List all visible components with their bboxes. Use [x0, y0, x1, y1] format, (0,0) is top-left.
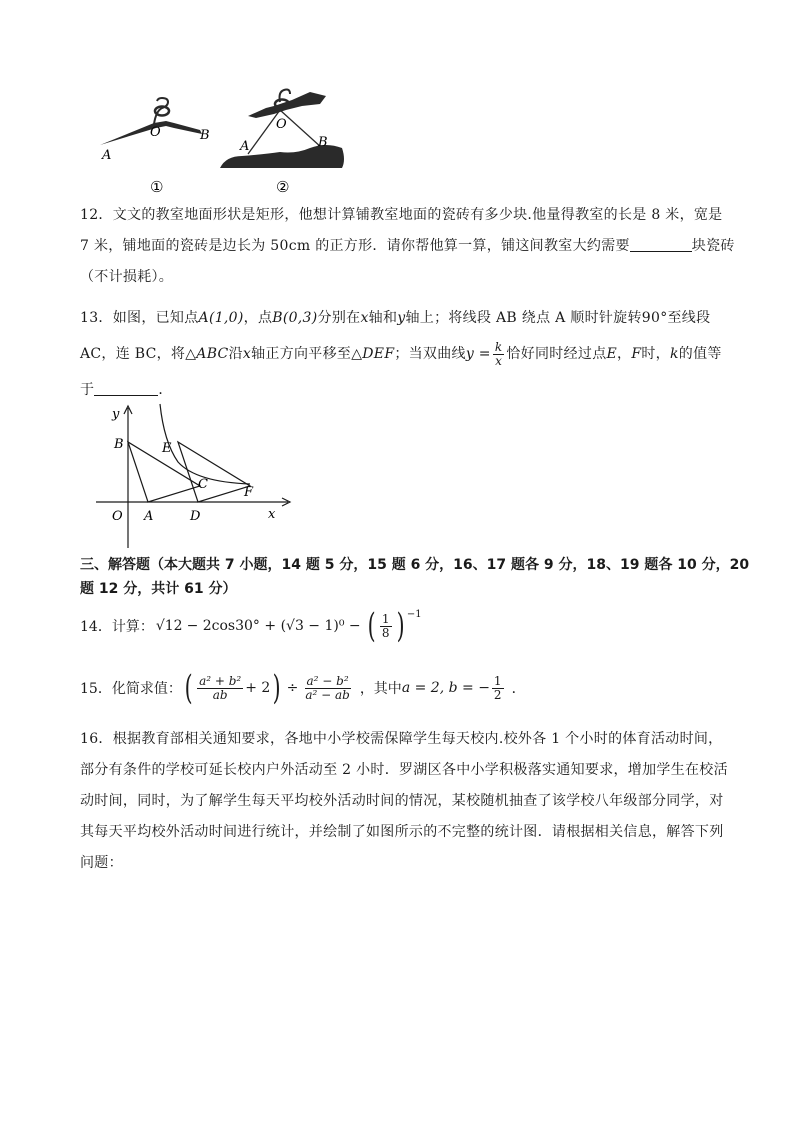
- q14-frac-den: 8: [381, 625, 390, 640]
- q13-text: 轴上；将线段 AB 绕点 A 顺时针旋转: [405, 310, 642, 326]
- q15-condition-math: a = 2, b = −: [401, 680, 490, 696]
- q12-line-1: [80, 200, 740, 231]
- q14-right-paren: ): [396, 606, 405, 646]
- q16-line-2: 部分有条件的学校可延长校内户外活动至 2 小时．罗湖区各中小学积极落实通知要求，增加学生在校活: [80, 762, 728, 778]
- q15-fraction-1: [197, 675, 243, 702]
- q13-text: 如图，已知点: [112, 310, 199, 326]
- fig-label-o: O: [112, 509, 123, 524]
- q13-frac-den: x: [495, 353, 503, 368]
- q13-x: x: [242, 346, 252, 362]
- q13-k: k: [669, 346, 679, 362]
- q13-point-a: A(1,0): [198, 310, 244, 326]
- fig-label-a: A: [144, 509, 154, 524]
- hyperbola-curve: [160, 404, 250, 484]
- q13-text: ，: [617, 346, 632, 362]
- q13-text: ；当双曲线: [394, 346, 466, 362]
- q12-text-2a: 7 米，铺地面的瓷砖是边长为 50cm 的正方形．请你帮他算一算，铺这间教室大约需要: [80, 238, 630, 254]
- q15-right-paren: ): [272, 668, 281, 708]
- q12-text-1: 文文的教室地面形状是矩形，他想计算铺教室地面的瓷砖有多少块.他量得教室的长是 8 米，宽是: [112, 207, 723, 223]
- q14-frac-num: 1: [381, 611, 390, 626]
- question-15: [80, 664, 526, 712]
- question-12: [80, 200, 740, 293]
- q13-text: 至线段: [667, 310, 711, 326]
- q15-number: 15．: [80, 681, 112, 697]
- triangle-def: [178, 442, 250, 502]
- q15-half-num: 1: [493, 673, 502, 688]
- q13-triangle-abc: △ABC: [185, 346, 229, 362]
- q13-x: x: [360, 310, 369, 326]
- fig-label-b: B: [114, 437, 124, 452]
- q16-line-4: 其每天平均校外活动时间进行统计，并绘制了如图所示的不完整的统计图．请根据相关信息，解答下列: [80, 824, 724, 840]
- fig-label-f: F: [244, 485, 254, 500]
- q13-text: 轴正方向平移至: [251, 346, 352, 362]
- fig1-label-B: B: [200, 128, 210, 143]
- fig2-label-O: O: [276, 117, 287, 132]
- q16-line-3: 动时间，同时，为了解学生每天平均校外活动时间的情况，某校随机抽查了该学校八年级部分同学，对: [80, 793, 724, 809]
- question-14: [80, 606, 422, 646]
- q13-text: 轴和: [368, 310, 398, 326]
- section-3-heading: 三、解答题（本大题共 7 小题，14 题 5 分，15 题 6 分，16、17 题各 9 分，18、19 题各 10 分，20 题 12 分，共计 61 分）: [80, 557, 750, 597]
- coordinate-figure: [92, 402, 292, 550]
- q15-end: ．: [511, 681, 526, 697]
- q13-text: 时，: [641, 346, 670, 362]
- q15-frac2-num: a² − b²: [306, 673, 349, 688]
- q13-triangle-def: △DEF: [351, 346, 395, 362]
- q13-answer-blank[interactable]: [94, 381, 158, 396]
- q13-angle: 90°: [641, 310, 668, 326]
- q15-left-paren: (: [184, 668, 193, 708]
- q13-text: 的值等: [678, 346, 722, 362]
- fig1-label-A: A: [102, 148, 112, 163]
- fig2-label-A: A: [240, 139, 250, 154]
- fig1-label-O: O: [150, 125, 161, 140]
- question-13: [80, 300, 740, 408]
- q16-line-5: 问题：: [80, 855, 123, 871]
- q14-left-paren: (: [367, 606, 376, 646]
- q14-fraction: [380, 613, 392, 640]
- q15-fraction-2: [303, 675, 351, 702]
- q12-line-3: [80, 262, 740, 293]
- q13-frac-num: k: [494, 339, 503, 354]
- fig-label-y: y: [112, 407, 120, 422]
- hanger-figures: [96, 78, 356, 200]
- q15-divide: ÷: [286, 680, 299, 696]
- q15-half-den: 2: [493, 687, 502, 702]
- q13-text: ．: [158, 382, 173, 398]
- q14-sqrt-term: √12: [155, 618, 183, 634]
- q14-expression: − 2cos30° + (√3 − 1)⁰ −: [186, 618, 361, 634]
- q13-fraction-k-over-x: [493, 341, 505, 368]
- q13-text: AC，连 BC，将: [80, 346, 186, 362]
- fig2-caption: ②: [276, 178, 290, 196]
- q13-text: 沿: [228, 346, 243, 362]
- q12-line-2: [80, 231, 740, 262]
- q13-y-equals: y =: [465, 346, 491, 362]
- q13-point-b: B(0,3): [272, 310, 318, 326]
- q15-plus-2: + 2: [245, 680, 271, 696]
- fig-label-c: C: [198, 477, 208, 492]
- fig-label-d: D: [190, 509, 201, 524]
- q13-line-2: [80, 336, 740, 372]
- q16-line-1: [80, 724, 744, 755]
- q14-exponent: −1: [406, 608, 422, 620]
- q13-point-e: E: [606, 346, 618, 362]
- q13-point-f: F: [631, 346, 642, 362]
- hanger-figure-2: [220, 90, 344, 197]
- q13-line-1: [80, 300, 740, 336]
- fig2-label-B: B: [318, 135, 328, 150]
- q15-frac1-den: ab: [212, 687, 228, 702]
- fig-label-e: E: [162, 441, 172, 456]
- q15-frac2-den: a² − ab: [305, 687, 350, 702]
- q15-fraction-half: [492, 675, 504, 702]
- fig-label-x: x: [268, 507, 276, 522]
- q16-number: 16．: [80, 731, 113, 747]
- q13-text: ，点: [243, 310, 273, 326]
- q13-y: y: [397, 310, 406, 326]
- q13-text: 恰好同时经过点: [506, 346, 607, 362]
- q13-text: 于: [80, 382, 95, 398]
- q15-condition-text: ，其中: [359, 681, 402, 697]
- q15-label: 化简求值：: [111, 681, 182, 697]
- q14-label: 计算：: [111, 619, 154, 635]
- q12-answer-blank[interactable]: [630, 237, 692, 252]
- q12-text-2b: 块瓷砖: [691, 238, 735, 254]
- q14-number: 14．: [80, 619, 112, 635]
- q16-text: 根据教育部相关通知要求，各地中小学校需保障学生每天校内.校外各 1 个小时的体育活动时间，: [112, 731, 723, 747]
- q13-number: 13．: [80, 310, 113, 326]
- q13-text: 分别在: [317, 310, 361, 326]
- q12-number: 12．: [80, 207, 113, 223]
- question-16: [80, 724, 744, 879]
- fig1-caption: ①: [150, 178, 164, 196]
- q15-frac1-num: a² + b²: [199, 673, 242, 688]
- hanger-figure-1: [100, 98, 210, 196]
- q12-text-3: （不计损耗）。: [80, 269, 174, 285]
